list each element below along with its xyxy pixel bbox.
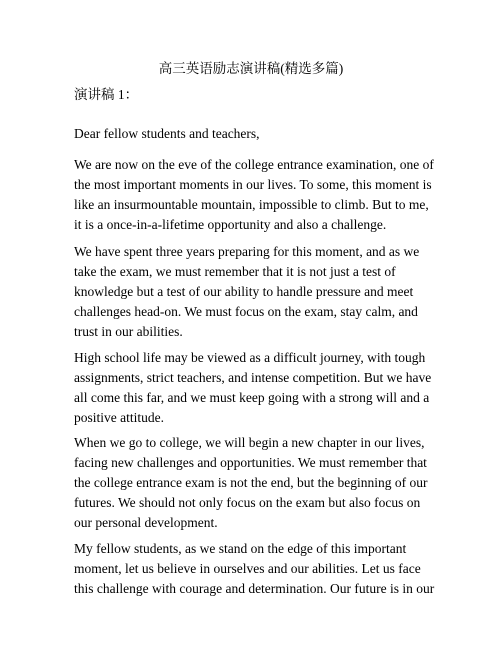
paragraph-line: knowledge but a test of our ability to handle pressure and meet: [74, 284, 414, 299]
paragraph-line: futures. We should not only focus on the exam but also focus on: [74, 495, 421, 510]
document-title: 高三英语励志演讲稿(精选多篇): [158, 61, 344, 76]
paragraph-4: [74, 433, 434, 533]
paragraph-line: challenges head-on. We must focus on the exam, stay calm, and: [74, 304, 418, 319]
paragraph-line: take the exam, we must remember that it is not just a test of: [74, 264, 396, 279]
paragraph-line: positive attitude.: [74, 410, 164, 425]
paragraph-line: this challenge with courage and determination. Our future is in our: [74, 581, 435, 596]
paragraph-line: We have spent three years preparing for this moment, and as we: [74, 244, 420, 259]
paragraph-line: our personal development.: [74, 515, 218, 530]
section-heading: 演讲稿 1：: [74, 87, 139, 102]
greeting-line: Dear fellow students and teachers,: [74, 126, 260, 141]
paragraph-line: assignments, strict teachers, and intense competition. But we have: [74, 370, 432, 385]
paragraph-5: [74, 539, 434, 599]
paragraph-line: High school life may be viewed as a difficult journey, with tough: [74, 350, 426, 365]
paragraph-line: When we go to college, we will begin a new chapter in our lives,: [74, 435, 425, 450]
paragraph-3: [74, 348, 434, 428]
paragraph-line: facing new challenges and opportunities. We must remember that: [74, 455, 427, 470]
paragraph-line: the college entrance exam is not the end, but the beginning of our: [74, 475, 428, 490]
paragraph-line: My fellow students, as we stand on the edge of this important: [74, 541, 407, 556]
greeting: [74, 124, 434, 144]
paragraph-line: trust in our abilities.: [74, 324, 183, 339]
paragraph-1: [74, 155, 434, 235]
paragraph-line: the most important moments in our lives. To some, this moment is: [74, 177, 432, 192]
paragraph-line: We are now on the eve of the college entrance examination, one of: [74, 157, 434, 172]
paragraph-line: it is a once-in-a-lifetime opportunity and also a challenge.: [74, 217, 387, 232]
paragraph-line: all come this far, and we must keep going with a strong will and a: [74, 390, 430, 405]
paragraph-line: like an insurmountable mountain, impossible to climb. But to me,: [74, 197, 429, 212]
paragraph-line: moment, let us believe in ourselves and our abilities. Let us face: [74, 561, 421, 576]
paragraph-2: [74, 242, 434, 342]
